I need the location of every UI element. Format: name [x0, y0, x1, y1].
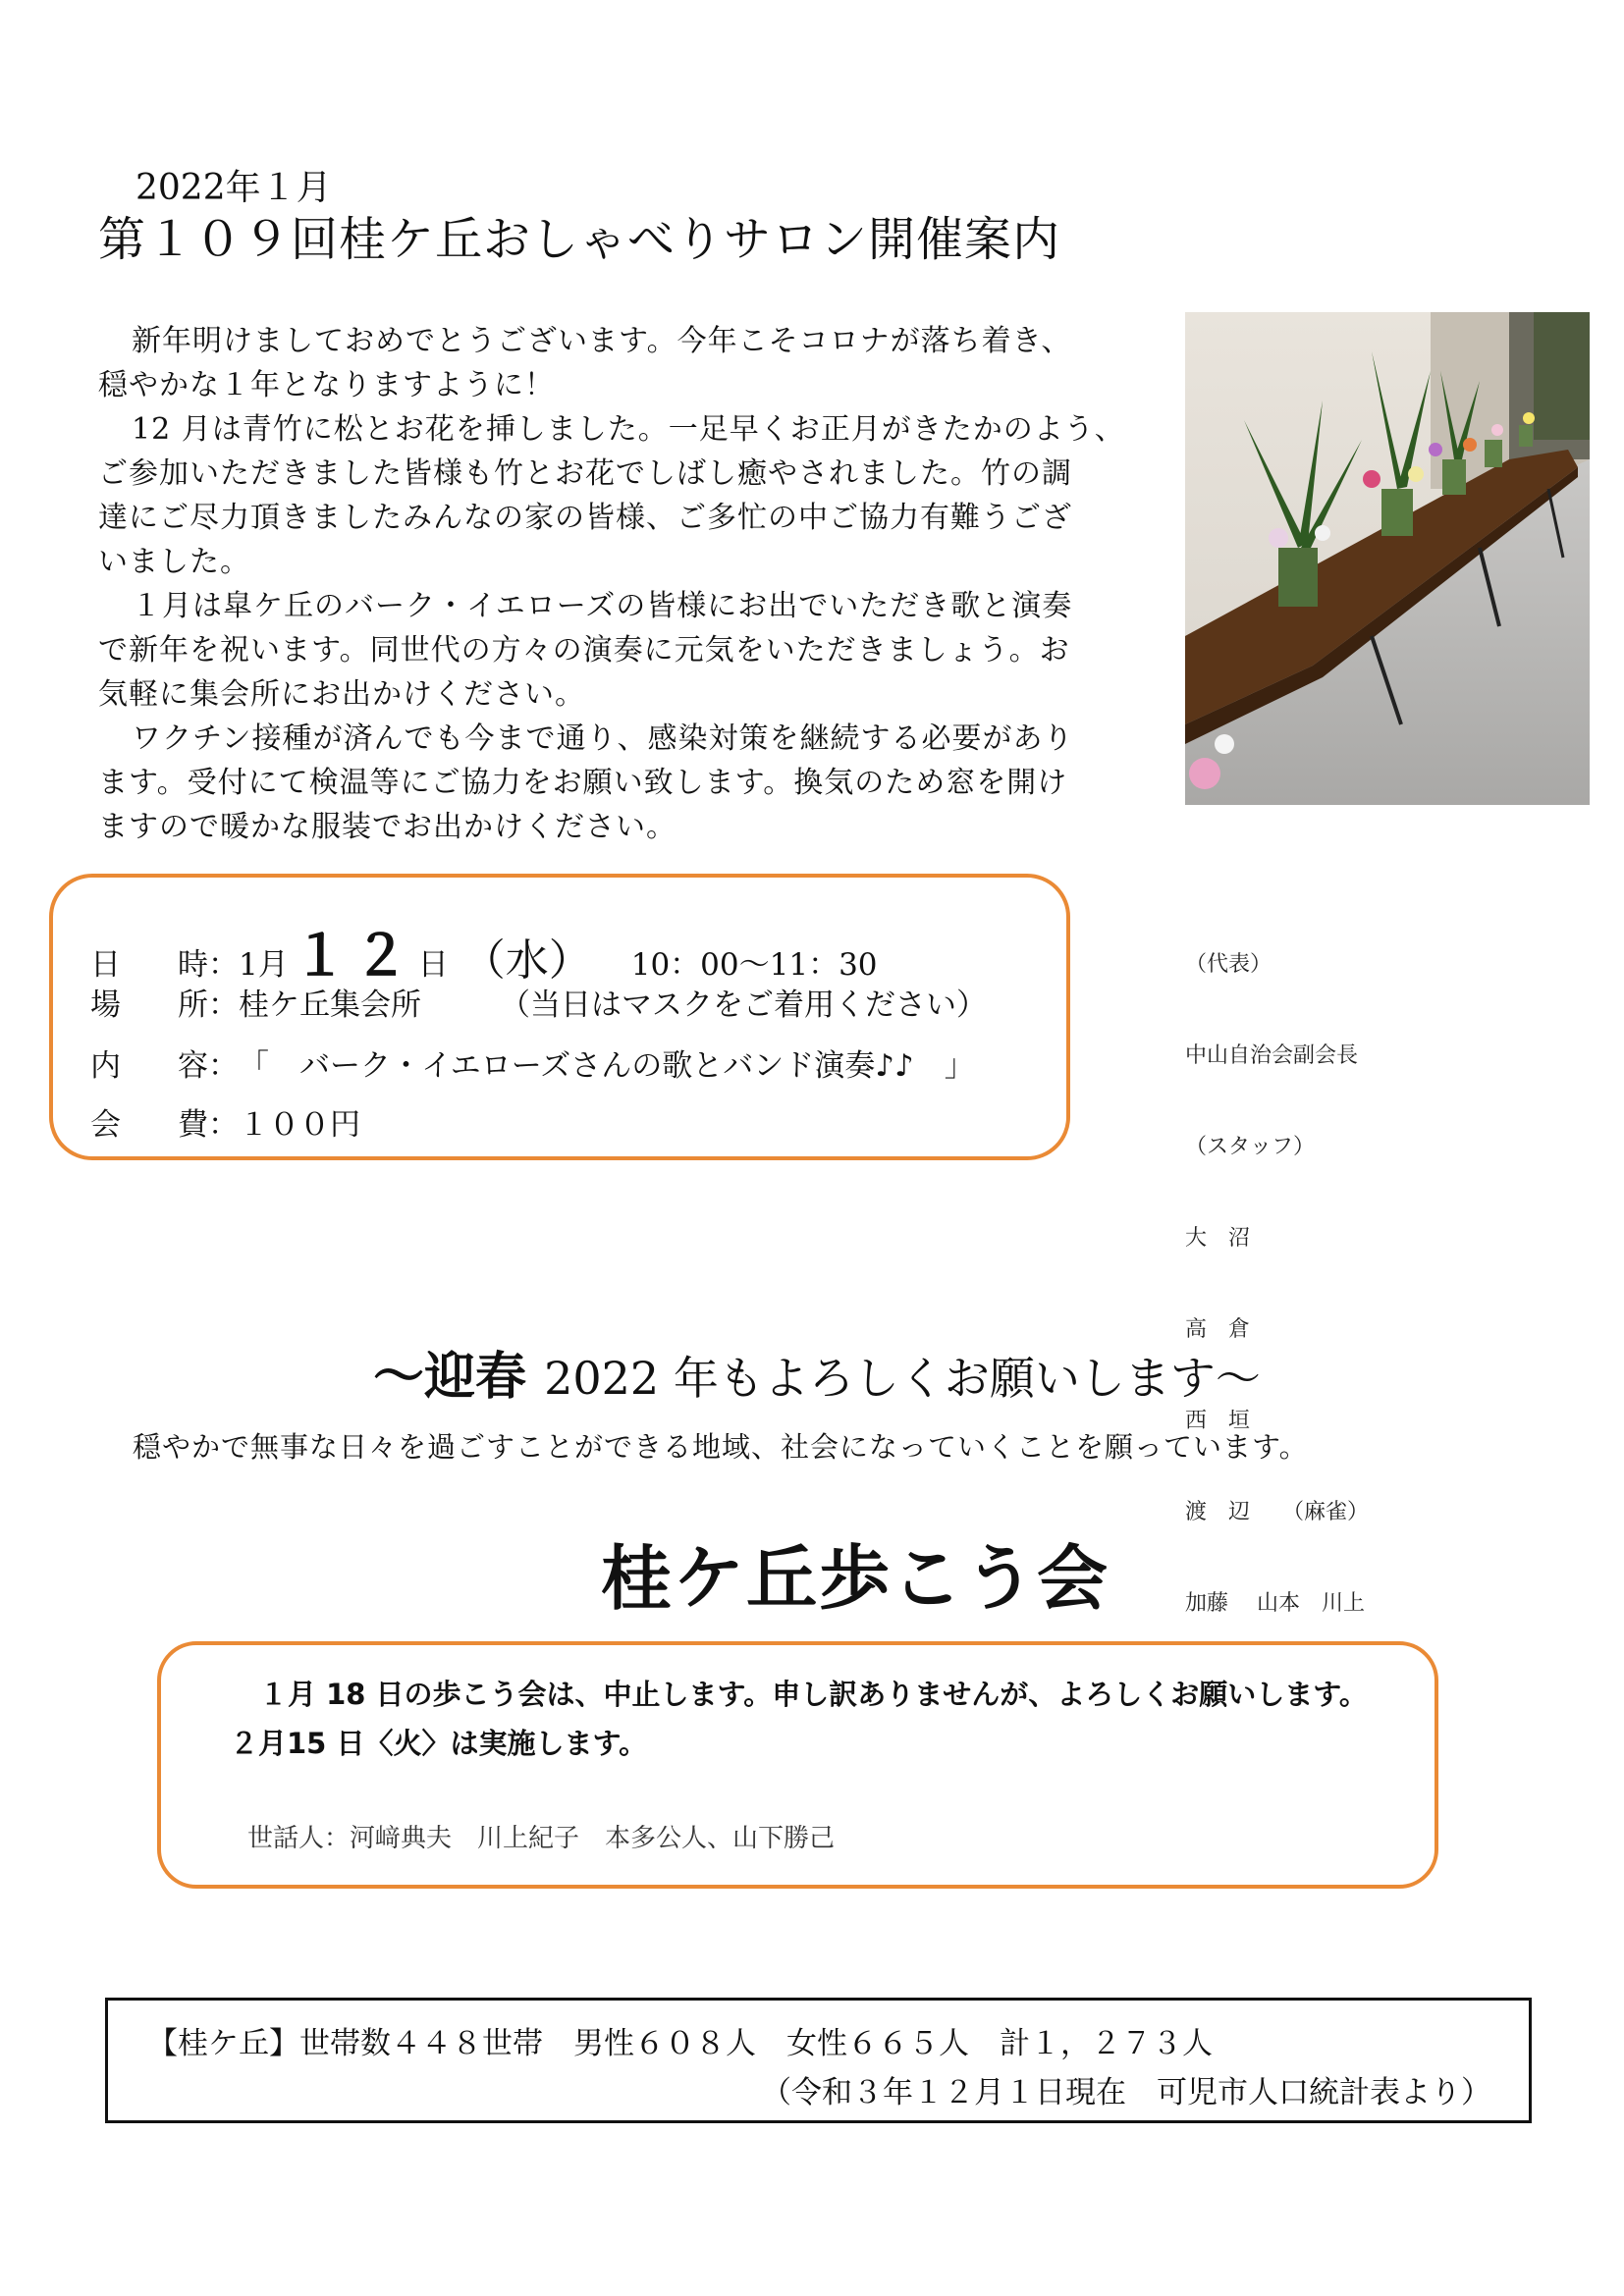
- staff-line: 高 倉: [1185, 1317, 1251, 1342]
- walking-club-organizers: 世話人：河﨑典夫 川上紀子 本多公人、山下勝己: [247, 1824, 836, 1853]
- content-value: 「 バーク・イエローズさんの歌とバンド演奏♪♪ 」: [239, 1048, 975, 1084]
- issue-date: 2022年１月: [135, 168, 332, 208]
- intro-line: ますので暖かな服装でお出かけください。: [98, 810, 677, 844]
- staff-list: [1185, 888, 1369, 1649]
- datetime-month: 1月: [239, 947, 289, 983]
- place-note: （当日はマスクをご着用ください）: [500, 988, 987, 1023]
- fee-row: 会 費 ： １００円: [90, 1099, 360, 1144]
- place-label: 場 所: [90, 988, 208, 1023]
- staff-line: 西 垣: [1185, 1409, 1251, 1433]
- intro-line: 新年明けましておめでとうございます。今年こそコロナが落ち着き、: [132, 324, 1072, 358]
- fee-label: 会 費: [90, 1107, 208, 1143]
- greeting-year: 2022 年もよろしくお願いします～: [544, 1352, 1261, 1405]
- walking-club-title: 桂ケ丘歩こう会: [601, 1537, 1110, 1620]
- walking-club-next: ２月15 日〈火〉は実施します。: [230, 1727, 648, 1760]
- greeting-prefix: ～迎春: [373, 1347, 527, 1407]
- new-year-greeting: [373, 1335, 1261, 1409]
- staff-line: 渡 辺 （麻雀）: [1185, 1500, 1370, 1524]
- population-stats: 【桂ケ丘】世帯数４４８世帯 男性６０８人 女性６６５人 計１，２７３人: [147, 2026, 1213, 2061]
- intro-line: 気軽に集会所にお出かけください。: [98, 677, 585, 712]
- intro-line: いました。: [98, 545, 250, 579]
- intro-line: 達にご尽力頂きましたみんなの家の皆様、ご多忙の中ご協力有難うござ: [98, 501, 1072, 535]
- walking-club-notice: １月 18 日の歩こう会は、中止します。申し訳ありませんが、よろしくお願いします。: [259, 1678, 1368, 1711]
- staff-line: （代表）: [1185, 952, 1272, 977]
- greeting-subtitle: 穏やかで無事な日々を過ごすことができる地域、社会になっていくことを願っています。: [133, 1430, 1309, 1464]
- datetime-weekday: （水）: [461, 935, 592, 986]
- place-value: 桂ケ丘集会所: [239, 988, 421, 1023]
- datetime-day-suffix: 日: [417, 947, 449, 983]
- walking-club-box: [157, 1641, 1438, 1889]
- datetime-time: 10：00～11：30: [630, 947, 878, 983]
- datetime-day: １２: [292, 924, 414, 988]
- fee-value: １００円: [239, 1107, 360, 1143]
- intro-line: ます。受付にて検温等にご協力をお願い致します。換気のため窓を開け: [98, 766, 1068, 800]
- intro-line: １月は皐ケ丘のバーク・イエローズの皆様にお出でいただき歌と演奏: [132, 589, 1073, 623]
- event-info-box: [49, 874, 1070, 1160]
- staff-line: 加藤 山本 川上: [1185, 1591, 1365, 1616]
- intro-text: [98, 319, 1178, 849]
- staff-line: 中山自治会副会長: [1185, 1043, 1359, 1068]
- content-row: 内 容 ： 「 バーク・イエローズさんの歌とバンド演奏♪♪ 」: [90, 1041, 975, 1085]
- page-title: 第１０９回桂ケ丘おしゃべりサロン開催案内: [98, 212, 1061, 267]
- intro-line: 12 月は青竹に松とお花を挿しました。一足早くお正月がきたかのよう、: [132, 412, 1125, 447]
- population-source: （令和３年１２月１日現在 可児市人口統計表より）: [761, 2075, 1491, 2110]
- content-label: 内 容: [90, 1048, 208, 1084]
- staff-line: （スタッフ）: [1185, 1135, 1316, 1159]
- intro-line: ご参加いただきました皆様も竹とお花でしばし癒やされました。竹の調: [98, 456, 1072, 491]
- datetime-label: 日 時: [90, 947, 208, 983]
- flower-arrangement-photo: [1185, 312, 1590, 805]
- place-row: 場 所 ： 桂ケ丘集会所 （当日はマスクをご着用ください）: [90, 980, 987, 1024]
- staff-line: 大 沼: [1185, 1226, 1251, 1251]
- intro-line: で新年を祝います。同世代の方々の演奏に元気をいただきましょう。お: [98, 633, 1070, 667]
- intro-line: ワクチン接種が済んでも今まで通り、感染対策を継続する必要があり: [132, 721, 1074, 756]
- population-box: [105, 1998, 1532, 2123]
- datetime-row: 日 時 ： 1月 １２ 日 （水） 10：00～11：30: [90, 913, 878, 991]
- intro-line: 穏やかな１年となりますように！: [98, 368, 555, 402]
